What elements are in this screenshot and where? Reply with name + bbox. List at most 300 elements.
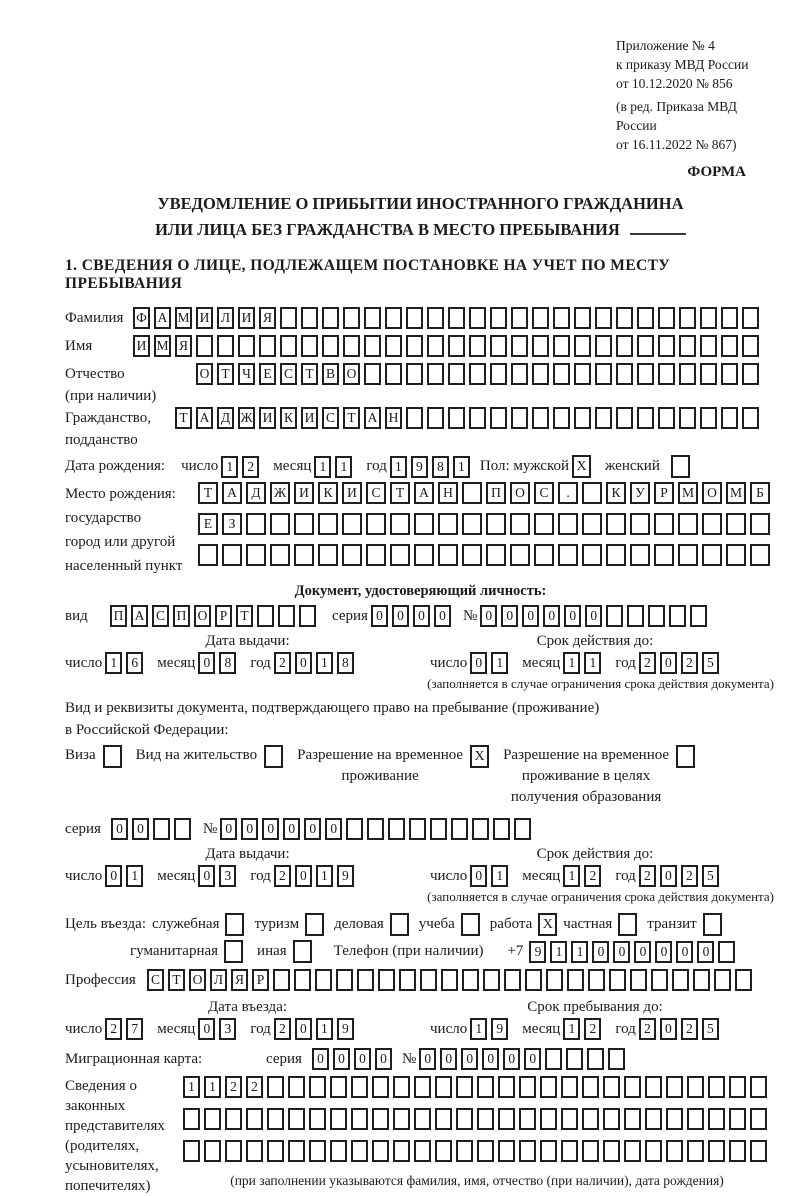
char-box[interactable]: 0 — [660, 865, 677, 887]
char-box[interactable] — [204, 1140, 221, 1162]
char-box[interactable] — [294, 513, 314, 535]
char-box[interactable] — [438, 513, 458, 535]
char-box[interactable] — [498, 1140, 515, 1162]
char-box[interactable] — [511, 307, 528, 329]
char-box[interactable]: 9 — [491, 1018, 508, 1040]
char-box[interactable] — [587, 1048, 604, 1070]
char-box[interactable] — [742, 307, 759, 329]
char-box[interactable] — [608, 1048, 625, 1070]
char-box[interactable]: 0 — [392, 605, 409, 627]
char-box[interactable] — [582, 513, 602, 535]
char-box[interactable]: 2 — [584, 1018, 601, 1040]
char-box[interactable]: 0 — [295, 865, 312, 887]
char-box[interactable]: И — [196, 307, 213, 329]
char-box[interactable] — [330, 1140, 347, 1162]
char-box[interactable]: А — [131, 605, 148, 627]
char-box[interactable] — [448, 363, 465, 385]
char-box[interactable] — [582, 544, 602, 566]
char-box[interactable] — [318, 544, 338, 566]
char-box[interactable] — [342, 544, 362, 566]
char-box[interactable]: 6 — [126, 652, 143, 674]
char-box[interactable] — [540, 1140, 557, 1162]
char-box[interactable] — [366, 513, 386, 535]
char-box[interactable] — [558, 544, 578, 566]
char-box[interactable] — [532, 363, 549, 385]
char-box[interactable] — [278, 605, 295, 627]
char-box[interactable] — [645, 1108, 662, 1130]
char-box[interactable]: Е — [198, 513, 218, 535]
char-box[interactable]: 2 — [274, 1018, 291, 1040]
char-box[interactable]: 0 — [241, 818, 258, 840]
char-box[interactable]: 9 — [337, 1018, 354, 1040]
char-box[interactable] — [534, 544, 554, 566]
char-box[interactable] — [309, 1140, 326, 1162]
char-box[interactable]: Я — [231, 969, 248, 991]
char-box[interactable]: 0 — [522, 605, 539, 627]
char-box[interactable]: 1 — [491, 652, 508, 674]
char-box[interactable] — [714, 969, 731, 991]
char-box[interactable] — [567, 969, 584, 991]
char-box[interactable] — [721, 363, 738, 385]
char-box[interactable] — [721, 335, 738, 357]
char-box[interactable] — [726, 513, 746, 535]
char-box[interactable] — [606, 605, 623, 627]
char-box[interactable] — [637, 335, 654, 357]
char-box[interactable]: 5 — [702, 865, 719, 887]
char-box[interactable] — [679, 335, 696, 357]
char-box[interactable] — [406, 407, 423, 429]
char-box[interactable] — [448, 407, 465, 429]
char-box[interactable]: Д — [217, 407, 234, 429]
char-box[interactable]: 1 — [335, 456, 352, 478]
char-box[interactable] — [364, 335, 381, 357]
char-box[interactable] — [456, 1140, 473, 1162]
char-box[interactable]: Н — [385, 407, 402, 429]
char-box[interactable] — [498, 1076, 515, 1098]
char-box[interactable]: 1 — [453, 456, 470, 478]
char-box[interactable] — [658, 363, 675, 385]
char-box[interactable]: 0 — [676, 941, 693, 963]
char-box[interactable]: 1 — [221, 456, 238, 478]
char-box[interactable] — [574, 335, 591, 357]
char-box[interactable]: 8 — [432, 456, 449, 478]
char-box[interactable] — [322, 307, 339, 329]
char-box[interactable] — [534, 513, 554, 535]
char-box[interactable] — [679, 307, 696, 329]
char-box[interactable] — [385, 335, 402, 357]
char-box[interactable]: 0 — [524, 1048, 541, 1070]
char-box[interactable] — [225, 1140, 242, 1162]
char-box[interactable] — [645, 1076, 662, 1098]
char-box[interactable] — [435, 1108, 452, 1130]
char-box[interactable]: Я — [259, 307, 276, 329]
char-box[interactable]: 1 — [563, 865, 580, 887]
purpose-study-checkbox[interactable] — [461, 913, 480, 936]
char-box[interactable] — [690, 605, 707, 627]
char-box[interactable] — [511, 335, 528, 357]
char-box[interactable] — [519, 1140, 536, 1162]
char-box[interactable] — [574, 363, 591, 385]
char-box[interactable]: М — [154, 335, 171, 357]
char-box[interactable] — [204, 1108, 221, 1130]
char-box[interactable] — [679, 363, 696, 385]
char-box[interactable] — [511, 407, 528, 429]
char-box[interactable] — [553, 307, 570, 329]
char-box[interactable] — [750, 1108, 767, 1130]
char-box[interactable] — [561, 1076, 578, 1098]
char-box[interactable] — [238, 335, 255, 357]
char-box[interactable] — [687, 1108, 704, 1130]
char-box[interactable]: Т — [390, 482, 410, 504]
char-box[interactable]: 0 — [105, 865, 122, 887]
char-box[interactable] — [679, 407, 696, 429]
char-box[interactable] — [270, 544, 290, 566]
char-box[interactable]: 0 — [371, 605, 388, 627]
char-box[interactable] — [477, 1076, 494, 1098]
char-box[interactable] — [385, 363, 402, 385]
char-box[interactable] — [558, 513, 578, 535]
char-box[interactable] — [540, 1076, 557, 1098]
char-box[interactable] — [448, 307, 465, 329]
char-box[interactable] — [469, 363, 486, 385]
char-box[interactable] — [318, 513, 338, 535]
char-box[interactable] — [477, 1108, 494, 1130]
char-box[interactable] — [390, 544, 410, 566]
char-box[interactable] — [294, 969, 311, 991]
char-box[interactable]: Л — [210, 969, 227, 991]
char-box[interactable]: 0 — [613, 941, 630, 963]
char-box[interactable]: 0 — [132, 818, 149, 840]
char-box[interactable]: И — [342, 482, 362, 504]
char-box[interactable] — [582, 1076, 599, 1098]
char-box[interactable] — [346, 818, 363, 840]
char-box[interactable]: А — [222, 482, 242, 504]
char-box[interactable]: О — [189, 969, 206, 991]
char-box[interactable] — [456, 1076, 473, 1098]
purpose-business-checkbox[interactable] — [390, 913, 409, 936]
char-box[interactable]: Б — [750, 482, 770, 504]
char-box[interactable] — [532, 407, 549, 429]
char-box[interactable] — [342, 513, 362, 535]
char-box[interactable] — [606, 513, 626, 535]
purpose-service-checkbox[interactable] — [225, 913, 244, 936]
char-box[interactable]: 0 — [440, 1048, 457, 1070]
char-box[interactable]: 2 — [681, 865, 698, 887]
char-box[interactable] — [288, 1108, 305, 1130]
char-box[interactable] — [658, 307, 675, 329]
char-box[interactable] — [294, 544, 314, 566]
char-box[interactable] — [700, 335, 717, 357]
char-box[interactable] — [721, 407, 738, 429]
char-box[interactable] — [406, 363, 423, 385]
char-box[interactable] — [603, 1076, 620, 1098]
char-box[interactable] — [595, 363, 612, 385]
char-box[interactable] — [430, 818, 447, 840]
char-box[interactable] — [246, 1108, 263, 1130]
char-box[interactable] — [666, 1140, 683, 1162]
char-box[interactable]: 0 — [262, 818, 279, 840]
char-box[interactable] — [351, 1108, 368, 1130]
char-box[interactable] — [603, 1140, 620, 1162]
char-box[interactable] — [651, 969, 668, 991]
char-box[interactable] — [257, 605, 274, 627]
char-box[interactable]: 0 — [198, 865, 215, 887]
char-box[interactable] — [343, 307, 360, 329]
char-box[interactable] — [406, 335, 423, 357]
char-box[interactable]: Т — [198, 482, 218, 504]
char-box[interactable]: О — [702, 482, 722, 504]
char-box[interactable] — [708, 1140, 725, 1162]
char-box[interactable]: К — [318, 482, 338, 504]
char-box[interactable]: В — [322, 363, 339, 385]
char-box[interactable] — [456, 1108, 473, 1130]
char-box[interactable]: А — [414, 482, 434, 504]
char-box[interactable] — [322, 335, 339, 357]
char-box[interactable]: 9 — [529, 941, 546, 963]
char-box[interactable]: 0 — [295, 652, 312, 674]
char-box[interactable] — [545, 1048, 562, 1070]
char-box[interactable]: Л — [217, 307, 234, 329]
char-box[interactable] — [462, 969, 479, 991]
char-box[interactable]: А — [364, 407, 381, 429]
char-box[interactable]: М — [726, 482, 746, 504]
char-box[interactable]: С — [147, 969, 164, 991]
char-box[interactable] — [222, 544, 242, 566]
char-box[interactable]: И — [133, 335, 150, 357]
char-box[interactable]: 0 — [283, 818, 300, 840]
char-box[interactable]: 0 — [543, 605, 560, 627]
char-box[interactable]: 2 — [246, 1076, 263, 1098]
char-box[interactable]: К — [280, 407, 297, 429]
char-box[interactable] — [750, 1076, 767, 1098]
char-box[interactable] — [406, 307, 423, 329]
char-box[interactable] — [582, 1108, 599, 1130]
char-box[interactable] — [198, 544, 218, 566]
char-box[interactable] — [435, 1076, 452, 1098]
char-box[interactable]: А — [154, 307, 171, 329]
char-box[interactable]: Т — [217, 363, 234, 385]
char-box[interactable] — [267, 1140, 284, 1162]
char-box[interactable] — [385, 307, 402, 329]
char-box[interactable] — [351, 1076, 368, 1098]
char-box[interactable] — [469, 307, 486, 329]
char-box[interactable]: О — [510, 482, 530, 504]
char-box[interactable] — [616, 335, 633, 357]
char-box[interactable] — [616, 307, 633, 329]
char-box[interactable]: У — [630, 482, 650, 504]
char-box[interactable]: П — [173, 605, 190, 627]
char-box[interactable] — [288, 1140, 305, 1162]
char-box[interactable] — [372, 1108, 389, 1130]
char-box[interactable]: С — [280, 363, 297, 385]
char-box[interactable]: 1 — [563, 1018, 580, 1040]
char-box[interactable]: 0 — [375, 1048, 392, 1070]
char-box[interactable]: А — [196, 407, 213, 429]
char-box[interactable]: 0 — [198, 652, 215, 674]
char-box[interactable]: 0 — [660, 1018, 677, 1040]
char-box[interactable] — [393, 1076, 410, 1098]
char-box[interactable] — [441, 969, 458, 991]
char-box[interactable]: О — [196, 363, 213, 385]
char-box[interactable] — [493, 818, 510, 840]
char-box[interactable]: 1 — [314, 456, 331, 478]
char-box[interactable] — [700, 407, 717, 429]
char-box[interactable] — [729, 1076, 746, 1098]
char-box[interactable]: П — [486, 482, 506, 504]
char-box[interactable]: 0 — [503, 1048, 520, 1070]
char-box[interactable] — [687, 1076, 704, 1098]
char-box[interactable]: 0 — [470, 865, 487, 887]
char-box[interactable]: 0 — [295, 1018, 312, 1040]
char-box[interactable]: 0 — [111, 818, 128, 840]
char-box[interactable] — [519, 1076, 536, 1098]
char-box[interactable] — [532, 335, 549, 357]
char-box[interactable] — [693, 969, 710, 991]
char-box[interactable]: . — [558, 482, 578, 504]
char-box[interactable] — [367, 818, 384, 840]
purpose-work-checkbox[interactable]: X — [538, 913, 557, 936]
char-box[interactable] — [267, 1108, 284, 1130]
purpose-other-checkbox[interactable] — [293, 940, 312, 963]
char-box[interactable] — [561, 1140, 578, 1162]
char-box[interactable] — [546, 969, 563, 991]
char-box[interactable] — [687, 1140, 704, 1162]
char-box[interactable] — [603, 1108, 620, 1130]
char-box[interactable] — [378, 969, 395, 991]
char-box[interactable] — [532, 307, 549, 329]
char-box[interactable] — [654, 544, 674, 566]
char-box[interactable] — [582, 482, 602, 504]
char-box[interactable] — [486, 544, 506, 566]
char-box[interactable] — [666, 1108, 683, 1130]
char-box[interactable] — [315, 969, 332, 991]
char-box[interactable]: 1 — [126, 865, 143, 887]
char-box[interactable]: 0 — [564, 605, 581, 627]
char-box[interactable] — [721, 307, 738, 329]
char-box[interactable] — [174, 818, 191, 840]
purpose-humanitarian-checkbox[interactable] — [224, 940, 243, 963]
char-box[interactable] — [472, 818, 489, 840]
char-box[interactable]: 2 — [639, 652, 656, 674]
char-box[interactable] — [343, 335, 360, 357]
char-box[interactable] — [390, 513, 410, 535]
char-box[interactable] — [574, 307, 591, 329]
char-box[interactable] — [409, 818, 426, 840]
char-box[interactable]: Ч — [238, 363, 255, 385]
char-box[interactable] — [309, 1076, 326, 1098]
char-box[interactable] — [246, 1140, 263, 1162]
char-box[interactable]: Ж — [238, 407, 255, 429]
char-box[interactable] — [388, 818, 405, 840]
char-box[interactable]: К — [606, 482, 626, 504]
char-box[interactable] — [469, 335, 486, 357]
char-box[interactable] — [490, 307, 507, 329]
char-box[interactable]: 1 — [571, 941, 588, 963]
char-box[interactable] — [624, 1140, 641, 1162]
char-box[interactable]: 0 — [480, 605, 497, 627]
char-box[interactable]: 2 — [274, 652, 291, 674]
char-box[interactable] — [540, 1108, 557, 1130]
char-box[interactable] — [196, 335, 213, 357]
char-box[interactable] — [299, 605, 316, 627]
char-box[interactable]: И — [301, 407, 318, 429]
char-box[interactable] — [645, 1140, 662, 1162]
char-box[interactable] — [595, 407, 612, 429]
char-box[interactable]: Р — [215, 605, 232, 627]
sex-male-checkbox[interactable]: X — [572, 455, 591, 478]
char-box[interactable] — [330, 1108, 347, 1130]
char-box[interactable]: Ф — [133, 307, 150, 329]
char-box[interactable]: 0 — [461, 1048, 478, 1070]
char-box[interactable] — [609, 969, 626, 991]
char-box[interactable] — [420, 969, 437, 991]
char-box[interactable]: М — [678, 482, 698, 504]
char-box[interactable]: 1 — [470, 1018, 487, 1040]
char-box[interactable] — [574, 407, 591, 429]
visa-checkbox[interactable] — [103, 745, 122, 768]
char-box[interactable] — [514, 818, 531, 840]
char-box[interactable]: 2 — [225, 1076, 242, 1098]
char-box[interactable]: 9 — [337, 865, 354, 887]
char-box[interactable]: О — [343, 363, 360, 385]
char-box[interactable] — [750, 513, 770, 535]
char-box[interactable] — [595, 307, 612, 329]
char-box[interactable] — [504, 969, 521, 991]
char-box[interactable] — [582, 1140, 599, 1162]
char-box[interactable] — [726, 544, 746, 566]
char-box[interactable] — [729, 1140, 746, 1162]
char-box[interactable]: С — [534, 482, 554, 504]
char-box[interactable] — [606, 544, 626, 566]
char-box[interactable] — [414, 1108, 431, 1130]
char-box[interactable] — [595, 335, 612, 357]
temp-residence-education-checkbox[interactable] — [676, 745, 695, 768]
char-box[interactable] — [511, 363, 528, 385]
char-box[interactable]: Д — [246, 482, 266, 504]
char-box[interactable]: М — [175, 307, 192, 329]
char-box[interactable] — [301, 335, 318, 357]
char-box[interactable] — [637, 407, 654, 429]
char-box[interactable]: 2 — [274, 865, 291, 887]
char-box[interactable]: 0 — [304, 818, 321, 840]
char-box[interactable]: Е — [259, 363, 276, 385]
char-box[interactable] — [750, 1140, 767, 1162]
char-box[interactable]: 2 — [584, 865, 601, 887]
char-box[interactable]: 5 — [702, 652, 719, 674]
char-box[interactable]: 8 — [337, 652, 354, 674]
char-box[interactable] — [309, 1108, 326, 1130]
char-box[interactable]: С — [322, 407, 339, 429]
char-box[interactable]: Я — [175, 335, 192, 357]
char-box[interactable] — [414, 1140, 431, 1162]
char-box[interactable] — [678, 513, 698, 535]
char-box[interactable]: 5 — [702, 1018, 719, 1040]
char-box[interactable] — [414, 544, 434, 566]
char-box[interactable]: 2 — [105, 1018, 122, 1040]
char-box[interactable]: 0 — [482, 1048, 499, 1070]
char-box[interactable]: Т — [236, 605, 253, 627]
char-box[interactable] — [742, 407, 759, 429]
char-box[interactable]: 2 — [639, 865, 656, 887]
char-box[interactable]: 0 — [501, 605, 518, 627]
char-box[interactable] — [702, 513, 722, 535]
char-box[interactable] — [510, 544, 530, 566]
char-box[interactable] — [427, 363, 444, 385]
char-box[interactable] — [301, 307, 318, 329]
char-box[interactable] — [427, 307, 444, 329]
char-box[interactable] — [435, 1140, 452, 1162]
char-box[interactable]: С — [366, 482, 386, 504]
